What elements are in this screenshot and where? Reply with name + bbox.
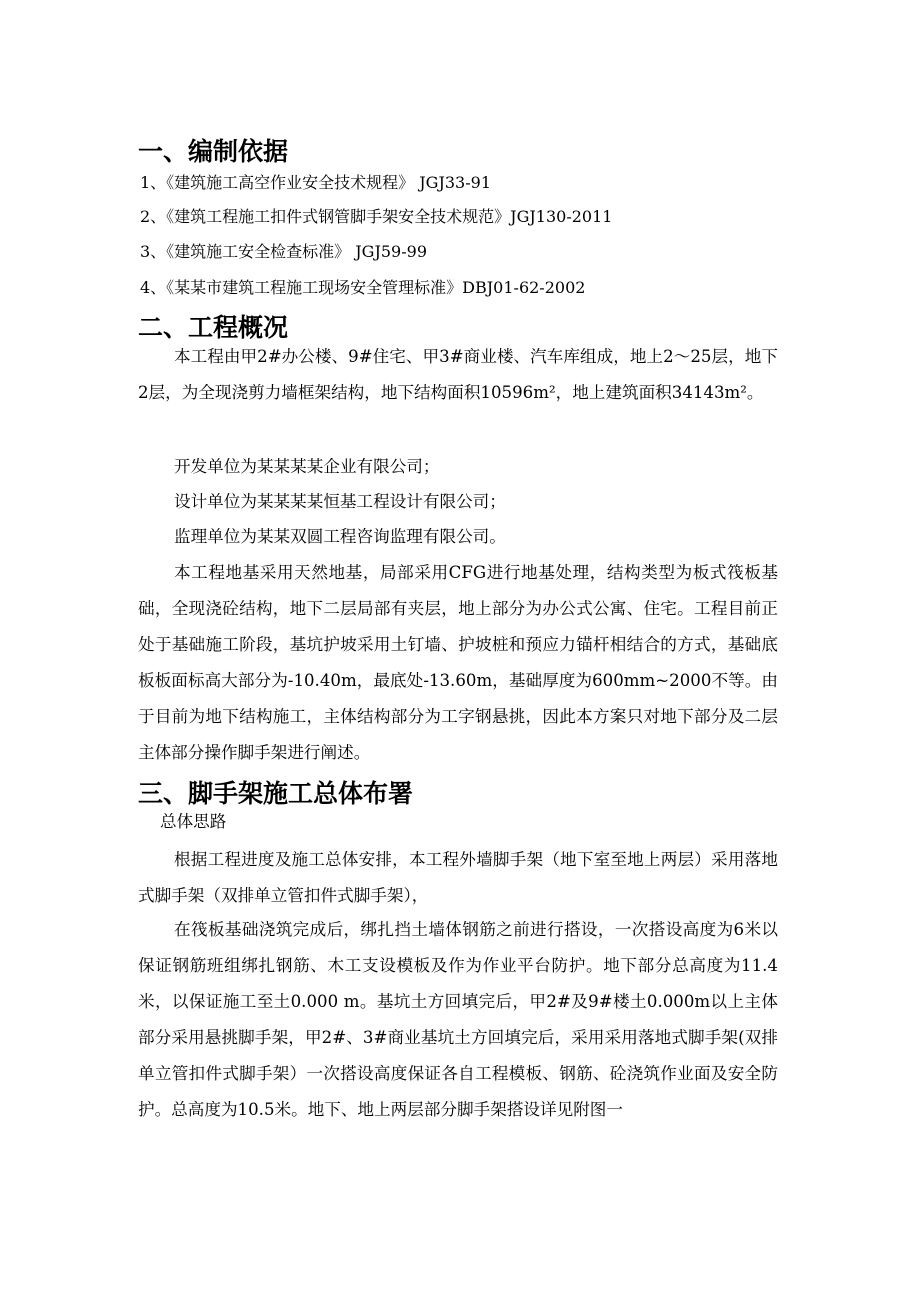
subheading-general-idea: 总体思路	[160, 812, 227, 831]
supervisor-line: 监理单位为某某双圆工程咨询监理有限公司。	[174, 527, 506, 546]
designer-line: 设计单位为某某某某恒基工程设计有限公司；	[174, 492, 506, 511]
scaffold-erection-paragraph: 在筏板基础浇筑完成后，绑扎挡土墙体钢筋之前进行搭设，一次搭设高度为6米以保证钢筋班组绑扎钢筋、木工支设模板及作为作业平台防护。地下部分总高度为11.4米，以保证施工至土0.000 m。基坑土方回填完后，甲2#及9#楼土0.000m以上主体部分采用悬挑脚手架，甲2#、3#商业基坑土方回填完后，采用采用落地式脚手架(双排单立管扣件式脚手架）一次搭设高度保证各自工程模板、钢筋、砼浇筑作业面及安全防护。总高度为10.5米。地下、地上两层部分脚手架搭设详见附图一	[138, 920, 778, 1119]
developer-line: 开发单位为某某某某企业有限公司；	[174, 457, 440, 476]
overview-paragraph: 本工程由甲2#办公楼、9#住宅、甲3#商业楼、汽车库组成，地上2～25层，地下2层，为全现浇剪力墙框架结构，地下结构面积10596m²，地上建筑面积34143m²。	[138, 347, 778, 402]
section-heading-basis: 一、编制依据	[138, 137, 289, 166]
foundation-paragraph: 本工程地基采用天然地基，局部采用CFG进行地基处理，结构类型为板式筏板基础，全现浇砼结构，地下二层局部有夹层，地上部分为办公式公寓、住宅。工程目前正处于基础施工阶段，基坑护坡采用土钉墙、护坡桩和预应力锚杆相结合的方式，基础底板板面标高大部分为-10.40m，最底处-13.60m，基础厚度为600mm~2000不等。由于目前为地下结构施工，主体结构部分为工字钢悬挑，因此本方案只对地下部分及二层主体部分操作脚手架进行阐述。	[138, 563, 778, 762]
section-heading-layout: 三、脚手架施工总体布署	[138, 779, 414, 808]
scaffold-plan-paragraph: 根据工程进度及施工总体安排，本工程外墙脚手架（地下室至地上两层）采用落地式脚手架（双排单立管扣件式脚手架），	[138, 850, 778, 905]
reference-item: 4、《某某市建筑工程施工现场安全管理标准》DBJ01-62-2002	[140, 278, 586, 297]
reference-item: 2、《建筑工程施工扣件式钢管脚手架安全技术规范》JGJ130-2011	[140, 207, 613, 226]
section-heading-overview: 二、工程概况	[138, 313, 289, 342]
reference-item: 1、《建筑施工高空作业安全技术规程》 JGJ33-91	[140, 173, 492, 192]
reference-item: 3、《建筑施工安全检查标准》 JGJ59-99	[140, 242, 428, 261]
